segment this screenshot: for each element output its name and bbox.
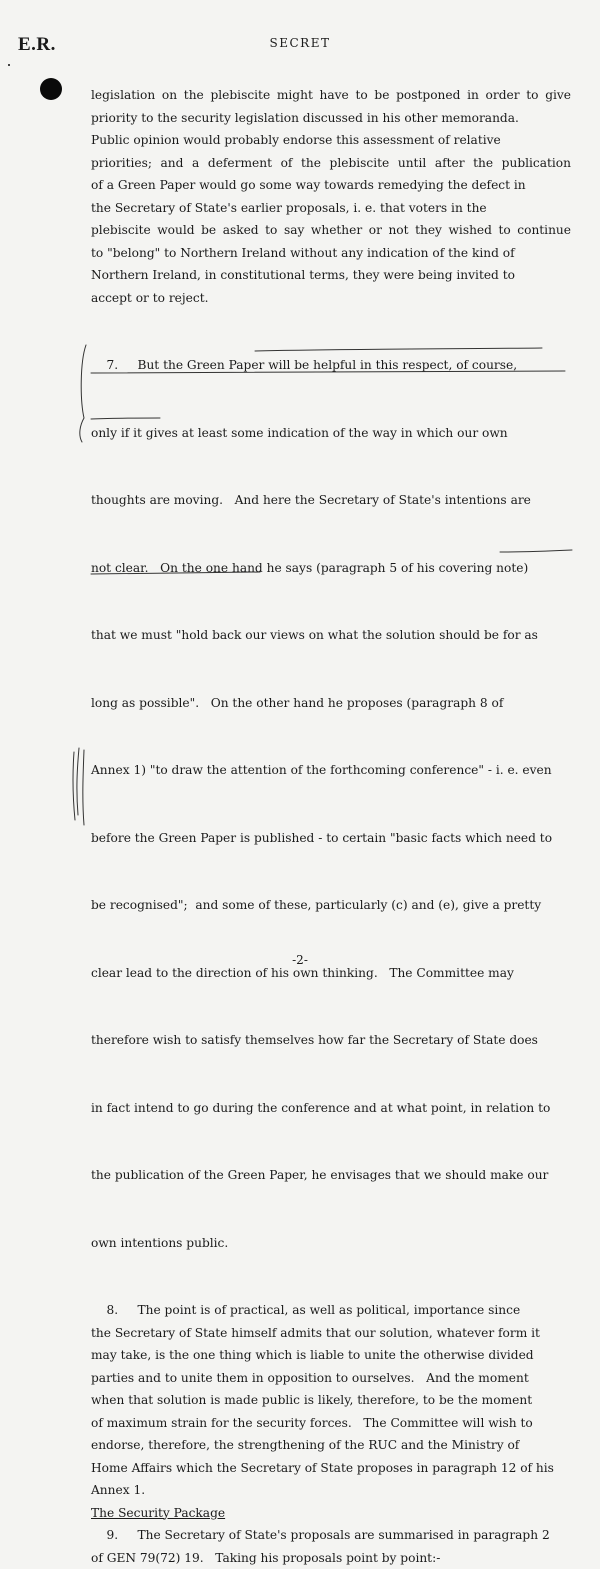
paragraph-continuation [91,84,571,309]
text-line: plebiscite would be asked to say whether or not they wished to continue [91,219,571,242]
text-line: may take, is the one thing which is liable to unite the otherwise divided [91,1344,571,1367]
text-line: legislation on the plebiscite might have to be postponed in order to give [91,84,571,107]
text-line: clear lead to the direction of his own thinking. The Committee may [91,962,571,985]
text-line: own intentions public. [91,1232,571,1255]
text-line: to "belong" to Northern Ireland without any indication of the kind of [91,242,571,265]
margin-line-mark [83,750,84,825]
text-line: only if it gives at least some indication of the way in which our own [91,422,571,445]
text-line: when that solution is made public is likely, therefore, to be the moment [91,1389,571,1412]
text-line: of maximum strain for the security forces. The Committee will wish to [91,1412,571,1435]
text-line: long as possible". On the other hand he proposes (paragraph 8 of [91,692,571,715]
text-line: the Secretary of State himself admits that our solution, whatever form it [91,1322,571,1345]
document-body [91,84,571,1569]
section-heading: The Security Package [91,1502,571,1525]
text-line: in fact intend to go during the conference and at what point, in relation to [91,1097,571,1120]
text-line: 7. But the Green Paper will be helpful in this respect, of course, [91,354,571,377]
text-line: therefore wish to satisfy themselves how far the Secretary of State does [91,1029,571,1052]
text-line: priority to the security legislation discussed in his other memoranda. [91,107,571,130]
margin-line-mark [73,752,75,820]
text-line: before the Green Paper is published - to certain "basic facts which need to [91,827,571,850]
security-classification: SECRET [0,36,600,50]
text-line: 9. The Secretary of State's proposals are summarised in paragraph 2 [91,1524,571,1547]
paragraph-8 [91,1299,571,1502]
margin-line-mark [77,748,79,815]
text-line: endorse, therefore, the strengthening of the RUC and the Ministry of [91,1434,571,1457]
text-line: priorities; and a deferment of the plebiscite until after the publication [91,152,571,175]
page-number: -2- [0,953,600,967]
text-line: that we must "hold back our views on what the solution should be for as [91,624,571,647]
text-line: not clear. On the one hand he says (paragraph 5 of his covering note) [91,557,571,580]
text-line: 8. The point is of practical, as well as political, importance since [91,1299,571,1322]
paragraph-9 [91,1524,571,1569]
text-line: Home Affairs which the Secretary of State proposes in paragraph 12 of his [91,1457,571,1480]
text-line: accept or to reject. [91,287,571,310]
text-line: Public opinion would probably endorse this assessment of relative [91,129,571,152]
margin-bracket-mark [80,345,86,442]
text-line: Annex 1) "to draw the attention of the forthcoming conference" - i. e. even [91,759,571,782]
text-line: the Secretary of State's earlier proposals, i. e. that voters in the [91,197,571,220]
text-line: of a Green Paper would go some way towards remedying the defect in [91,174,571,197]
paragraph-7 [91,309,571,1299]
text-line: of GEN 79(72) 19. Taking his proposals point by point:- [91,1547,571,1569]
header-initials: E.R. [18,34,56,56]
text-line: parties and to unite them in opposition to ourselves. And the moment [91,1367,571,1390]
punch-hole [40,78,62,100]
text-line: the publication of the Green Paper, he envisages that we should make our [91,1164,571,1187]
text-line: be recognised"; and some of these, particularly (c) and (e), give a pretty [91,894,571,917]
text-line: thoughts are moving. And here the Secretary of State's intentions are [91,489,571,512]
text-line: Annex 1. [91,1479,571,1502]
text-line: Northern Ireland, in constitutional terms, they were being invited to [91,264,571,287]
scan-speck [8,64,10,66]
